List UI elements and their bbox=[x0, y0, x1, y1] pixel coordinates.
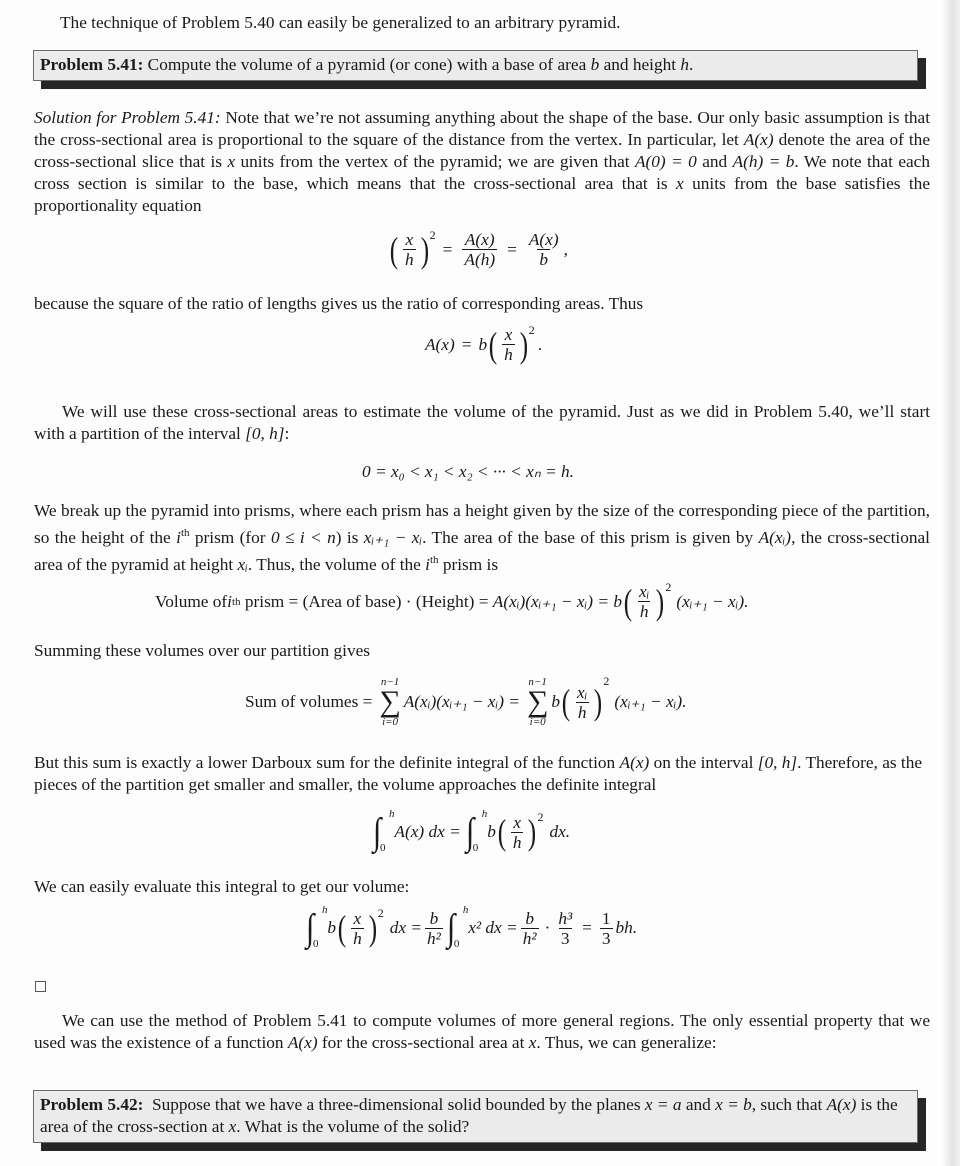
paragraph-evaluate: We can easily evaluate this integral to get our volume: bbox=[34, 877, 410, 896]
paragraph-generalize: We can use the method of Problem 5.41 to compute volumes of more general regions. The only essential property that we used was the existence of a function A(x) for the cross-sectional area at x. Thus, we can generalize: bbox=[34, 1011, 930, 1052]
problem-label: Problem 5.41: bbox=[40, 55, 144, 74]
equation-area-function: A(x) = b ( $\frac{x}{h}$ ) 2 . bbox=[425, 323, 543, 365]
paragraph-prisms: We break up the pyramid into prisms, where each prism has a height given by the size of the corresponding piece of the partition, so the height of the $i^{th}$ prism (for 0 ≤ i < n) is xᵢ₊₁ − xᵢ. The area of the base of this prism is given by A(xᵢ), the cross-sectional area of the pyramid at height xᵢ. Thus, the volume of the $i^{th}$ prism is bbox=[34, 501, 930, 574]
qed-square-icon bbox=[35, 981, 46, 992]
solution-paragraph: Solution for Problem 5.41: Note that we’re not assuming anything about the shape of the base. Our only basic assumption is that the cross-sectional area is proportional to the square of the distance from the vertex. In particular, let A(x) denote the area of the cross-sectional slice that is x units from the vertex of the pyramid; we are given that A(0) = 0 and A(h) = b. We note that each cross section is similar to the base, which means that the cross-sectional area that is x units from the base satisfies the proportionality equation bbox=[34, 108, 931, 215]
equation-partition: 0 = x₀ < x₁ < x₂ < ··· < xₙ = h. bbox=[362, 462, 574, 481]
problem-label: Problem 5.42: bbox=[40, 1095, 144, 1114]
equation-sum-volumes: Sum of volumes = n−1 ∑ i=0 A(xᵢ)(xᵢ₊₁ − xᵢ) = n−1 ∑ i=0 b ( $\frac{\text{xᵢ}}{h}$ ) 2 (xᵢ₊₁ − xᵢ). bbox=[245, 674, 687, 728]
equation-proportionality: ( $\frac{x}{h}$ ) 2 = $\frac{A(x)}{A(h)}$ = $\frac{A(x)}{b}$ , bbox=[389, 228, 568, 270]
solution-label: Solution for Problem 5.41: bbox=[34, 108, 221, 127]
page-edge-shadow bbox=[942, 0, 960, 1166]
paragraph-partition: We will use these cross-sectional areas to estimate the volume of the pyramid. Just as we did in Problem 5.40, we’ll start with a partition of the interval [0, h]: bbox=[34, 402, 930, 443]
paragraph-summing: Summing these volumes over our partition gives bbox=[34, 641, 370, 660]
paragraph-ratio: because the square of the ratio of lengths gives us the ratio of corresponding areas. Thus bbox=[34, 294, 644, 313]
equation-prism-volume: Volume of i th prism = (Area of base) · (Height) = A(xᵢ)(xᵢ₊₁ − xᵢ) = b ( $\frac{\text{xᵢ}}{h}$ ) 2 (xᵢ₊₁ − xᵢ). bbox=[155, 580, 749, 622]
intro-paragraph: The technique of Problem 5.40 can easily be generalized to an arbitrary pyramid. bbox=[60, 13, 621, 32]
equation-definite-integral: ∫ h 0 A(x) dx = ∫ h 0 b ( $\frac{x}{h}$ ) 2 dx. bbox=[373, 808, 571, 854]
paragraph-darboux: But this sum is exactly a lower Darboux sum for the definite integral of the function A(x) on the interval [0, h]. Therefore, as the pieces of the partition get smaller and smaller, the volume approaches the definite integral bbox=[34, 753, 923, 794]
problem-5-42-box: Problem 5.42: Suppose that we have a three-dimensional solid bounded by the planes x = a and x = b, such that A(x) is the area of the cross-section at x. What is the volume of the solid? bbox=[33, 1090, 918, 1143]
problem-5-41-box: Problem 5.41: Compute the volume of a pyramid (or cone) with a base of area b and height h. bbox=[33, 50, 918, 81]
equation-volume-result: ∫ h 0 b ( $\frac{x}{h}$ ) 2 dx = $\frac{b}{\text{h²}}$ ∫ h 0 x² dx = $\frac{b}{\text{h²}}$ · $\frac{\text{h³}}{3}$ = $\frac{1}{3}$ bh. bbox=[306, 904, 638, 950]
